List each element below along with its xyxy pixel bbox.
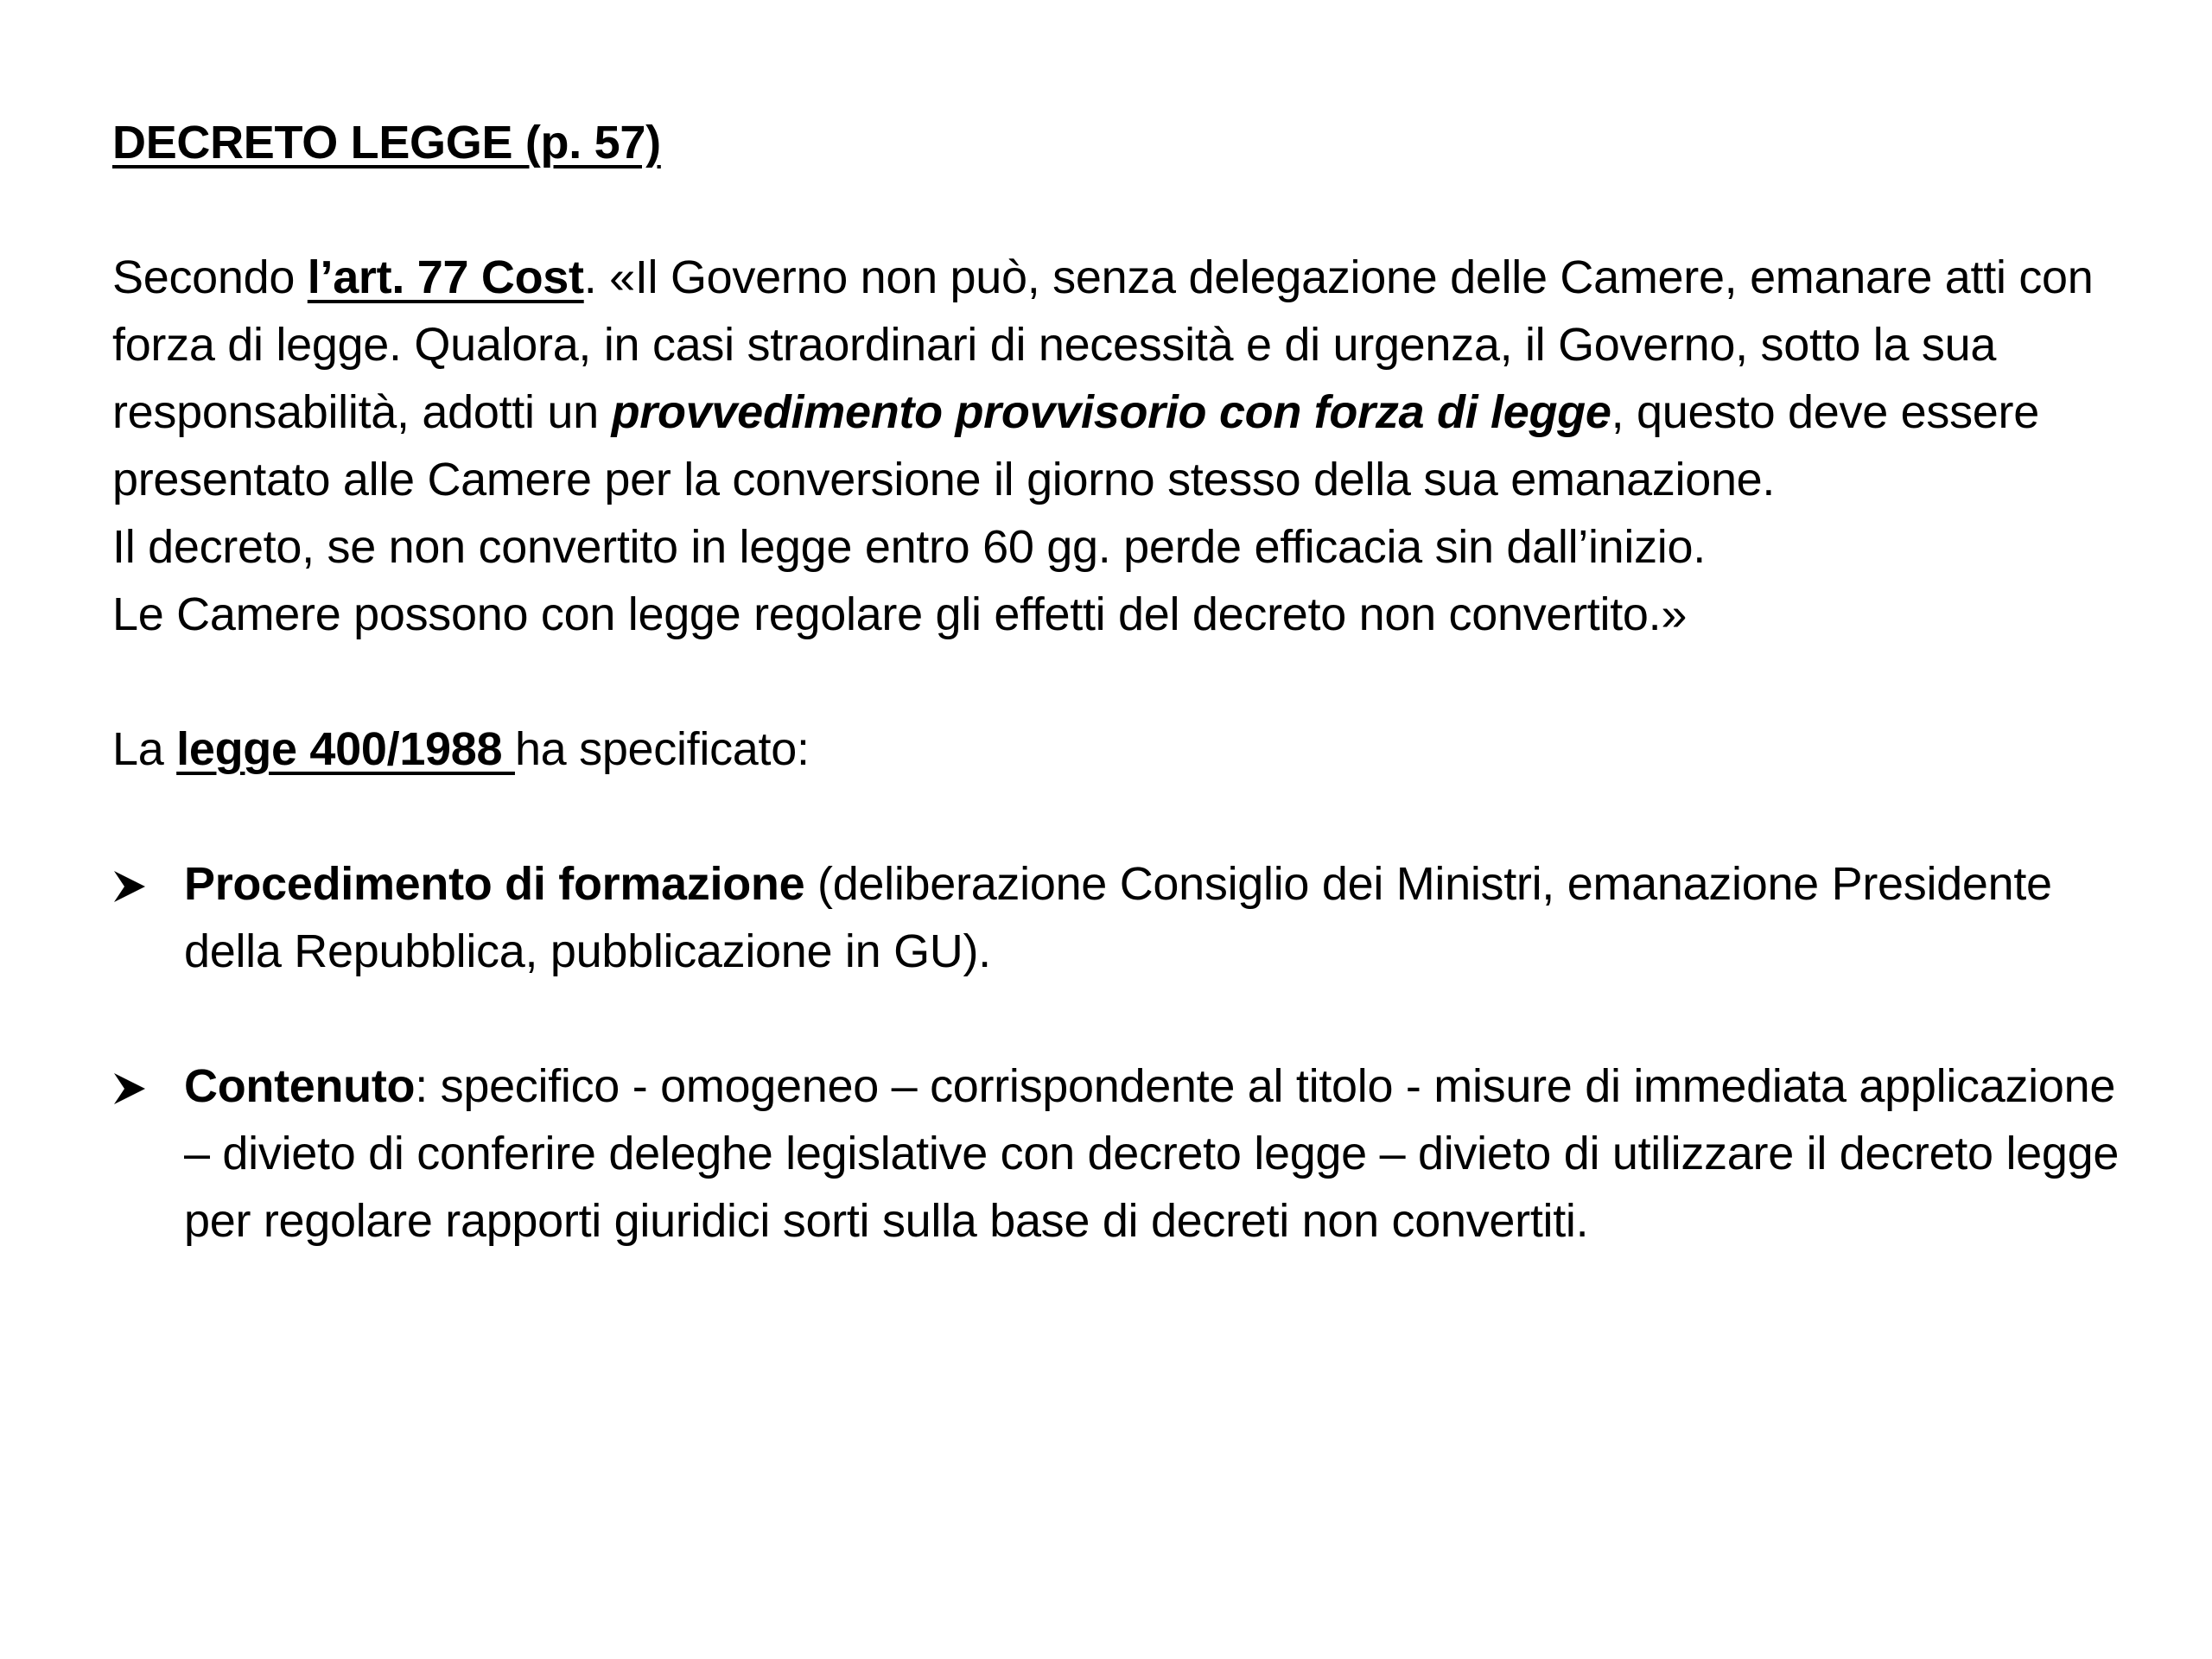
spacer	[112, 648, 2126, 715]
bullet-text: (deliberazione Consiglio dei Ministri, emanazione Presidente della Repubblica, pubblicazione in GU).	[184, 858, 2052, 977]
spacer	[112, 783, 2126, 850]
spacer	[112, 176, 2126, 244]
slide-content	[112, 109, 2126, 1255]
list-item	[112, 1052, 2126, 1255]
bullet-label: Contenuto	[184, 1060, 416, 1112]
quote-part-2: , questo deve essere presentato alle Camere per la conversione il giorno stesso della sua emanazione.	[112, 386, 2039, 505]
law-prefix: La	[112, 723, 177, 775]
law-reference: legge 400/1988	[176, 723, 515, 775]
intro-line-3: Le Camere possono con legge regolare gli effetti del decreto non convertito.»	[112, 588, 1688, 640]
list-item	[112, 850, 2126, 985]
intro-paragraph	[112, 244, 2126, 513]
article-reference: l’art. 77 Cost	[307, 251, 584, 303]
bullet-label: Procedimento di formazione	[184, 858, 805, 910]
intro-line-2: Il decreto, se non convertito in legge entro 60 gg. perde efficacia sin dall’inizio.	[112, 521, 1706, 573]
arrow-bullet-icon	[112, 869, 147, 904]
emphasis-text: provvedimento provvisorio con forza di legge	[611, 386, 1611, 438]
page-title: DECRETO LEGGE (p. 57)	[112, 117, 661, 168]
quote-part-1: . «Il Governo non può, senza delegazione delle Camere, emanare atti con forza di legge. Qualora, in casi straordinari di necessità e di urgenza, il Governo, sotto la sua responsabilità, adotti un	[112, 251, 2094, 438]
spacer	[112, 985, 2126, 1052]
intro-prefix: Secondo	[112, 251, 308, 303]
law-paragraph	[112, 715, 2126, 783]
law-suffix: ha specificato:	[514, 723, 810, 775]
bullet-text: : specifico - omogeneo – corrispondente al titolo - misure di immediata applicazione – divieto di conferire deleghe legislative con decreto legge – divieto di utilizzare il decreto legge per regolare rapporti giuridici sorti sulla base di decreti non convertiti.	[184, 1060, 2120, 1247]
arrow-bullet-icon	[112, 1071, 147, 1106]
